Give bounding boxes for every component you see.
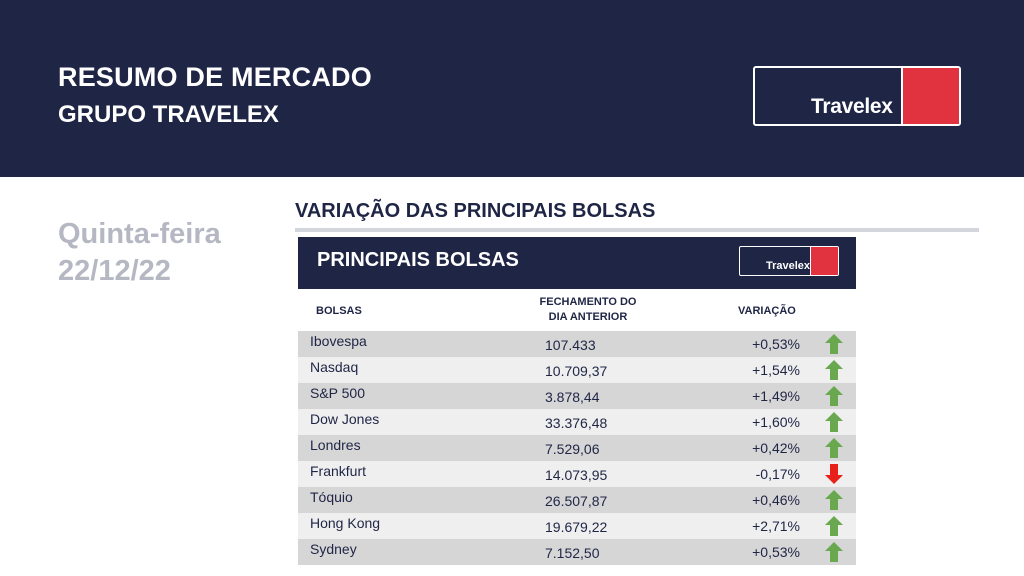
exchange-name: Tóquio [310,489,353,505]
table-row [298,383,856,409]
arrow-up-icon [825,412,843,432]
table-row [298,331,856,357]
column-header-fechamento [518,295,658,325]
change-value: +0,53% [752,336,800,352]
column-header-fechamento-line2: DIA ANTERIOR [548,311,628,323]
exchange-name: Ibovespa [310,333,367,349]
section-title: VARIAÇÃO DAS PRINCIPAIS BOLSAS [295,200,656,222]
exchange-name: Hong Kong [310,515,381,531]
change-value: +1,60% [752,414,800,430]
previous-close-value: 26.507,87 [545,493,608,509]
logo-red-block-small [810,247,838,275]
previous-close-value: 7.529,06 [545,441,600,457]
travelex-logo-small [739,246,839,276]
change-value: +2,71% [752,518,800,534]
previous-close-value: 107.433 [545,337,596,353]
logo-wordmark-small: Travelex [766,260,811,272]
report-title: RESUMO DE MERCADO [58,62,372,92]
change-value: +0,46% [752,492,800,508]
change-value: +0,42% [752,440,800,456]
arrow-up-icon [825,490,843,510]
column-header-fechamento-line1: FECHAMENTO DO [539,296,637,308]
logo-red-block [901,68,959,124]
exchange-name: Sydney [310,541,357,557]
section-divider [295,228,979,232]
change-value: +1,49% [752,388,800,404]
table-body [298,331,856,565]
previous-close-value: 33.376,48 [545,415,608,431]
arrow-up-icon [825,360,843,380]
arrow-up-icon [825,386,843,406]
change-value: +1,54% [752,362,800,378]
header-banner [0,0,1024,177]
table-row [298,539,856,565]
table-row [298,487,856,513]
previous-close-value: 14.073,95 [545,467,608,483]
date-label: 22/12/22 [58,255,171,287]
column-header-bolsas: BOLSAS [316,305,362,317]
table-header-bar [298,237,856,289]
table-row [298,357,856,383]
exchange-name: Londres [310,437,361,453]
table-row [298,409,856,435]
previous-close-value: 10.709,37 [545,363,608,379]
exchange-name: Nasdaq [310,359,359,375]
table-title: PRINCIPAIS BOLSAS [317,249,519,271]
column-header-variacao: VARIAÇÃO [738,305,796,317]
exchange-name: Dow Jones [310,411,380,427]
arrow-up-icon [825,516,843,536]
change-value: -0,17% [755,466,800,482]
arrow-up-icon [825,438,843,458]
arrow-up-icon [825,334,843,354]
exchange-name: Frankfurt [310,463,367,479]
table-row [298,435,856,461]
arrow-down-icon [825,464,843,484]
report-subtitle: GRUPO TRAVELEX [58,101,279,128]
previous-close-value: 7.152,50 [545,545,600,561]
change-value: +0,53% [752,544,800,560]
previous-close-value: 3.878,44 [545,389,600,405]
previous-close-value: 19.679,22 [545,519,608,535]
table-row [298,461,856,487]
stock-exchanges-table [298,237,856,562]
arrow-up-icon [825,542,843,562]
travelex-logo [753,66,961,126]
logo-wordmark: Travelex [811,95,893,118]
weekday-label: Quinta-feira [58,218,221,250]
table-row [298,513,856,539]
exchange-name: S&P 500 [310,385,366,401]
